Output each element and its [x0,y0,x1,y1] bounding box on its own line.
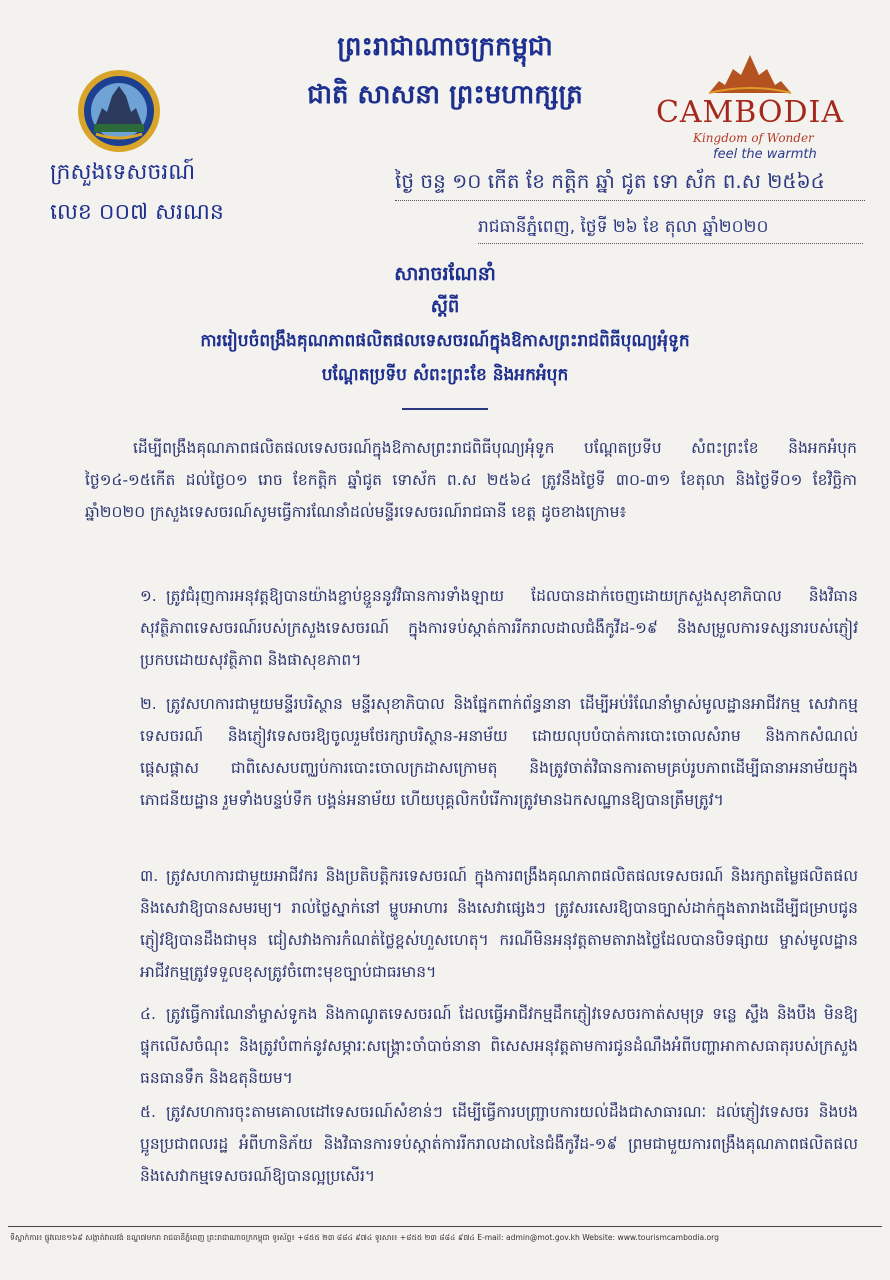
subject-label: ស្ដីពី [430,296,460,317]
reference-number: លេខ ០០៧ សរណន [50,200,224,225]
list-item-number: ៤. [140,1005,156,1023]
list-item [140,1096,858,1192]
ministry-name: ក្រសួងទេសចរណ៍ [50,160,196,185]
list-item-text: ត្រូវធ្វើការណែនាំម្ចាស់ទូកង និងកាណូតទេសចរណ៍ ដែលធ្វើអាជីវកម្មដឹកភ្ញៀវទេសចរកាត់សមុទ្រ ទន្លេ ស្ទឹង និងបឹង មិនឱ្យផ្ទុកលើសចំណុះ និងត្រូវបំពាក់នូវសម្ភារៈសង្គ្រោះចាំបាច់នានា ពិសេសអនុវត្តតាមការជូនដំណឹងអំពីបញ្ហាអាកាសធាតុរបស់ក្រសួងធនធានទឹក និងឧតុនិយម។ [140,1005,858,1087]
list-item-number: ៥. [140,1103,156,1121]
list-item-text: ត្រូវជំរុញការអនុវត្តឱ្យបានយ៉ាងខ្ជាប់ខ្ជួននូវវិធានការទាំងឡាយ ដែលបានដាក់ចេញដោយក្រសួងសុខាភិបាល និងវិធានសុវត្ថិភាពទេសចរណ៍របស់ក្រសួងទេសចរណ៍ ក្នុងការទប់ស្កាត់ការរីករាលដាលជំងឺកូវីដ-១៩ និងសម្រួលការទស្សនារបស់ភ្ញៀវប្រកបដោយសុវត្ថិភាព និងផាសុខភាព។ [140,587,858,669]
cambodia-brand-logo [655,55,855,165]
kingdom-motto-line1: ព្រះរាជាណាចក្រកម្ពុជា [337,32,553,62]
list-item [140,998,858,1094]
cambodia-slogan: feel the warmth [713,147,817,162]
list-item-text: ត្រូវសហការជាមួយមន្ទីរបរិស្ថាន មន្ទីរសុខាភិបាល និងផ្នែកពាក់ព័ន្ធនានា ដើម្បីអប់រំណែនាំម្ចាស់មូលដ្ឋានអាជីវកម្ម សេវាកម្មទេសចរណ៍ និងភ្ញៀវទេសចរឱ្យចូលរួមថែរក្សាបរិស្ថាន-អនាម័យ ដោយលុបបំបាត់ការបោះចោលសំរាម និងកាកសំណល់ផ្ដេសផ្ដាស ជាពិសេសបញ្ឈប់ការបោះចោលក្រដាសក្រោមតុ និងត្រូវចាត់វិធានការតាមគ្រប់រូបភាពដើម្បីធានាអនាម័យក្នុងភោជនីយដ្ឋាន រួមទាំងបន្ទប់ទឹក បង្គន់អនាម័យ ហើយបុគ្គលិកបំរើការត្រូវមានឯកសណ្ឋានឱ្យបានត្រឹមត្រូវ។ [140,695,858,809]
subject-line2: បណ្ដែតប្រទីប សំពះព្រះខែ និងអកអំបុក [321,365,569,385]
intro-paragraph: ដើម្បីពង្រឹងគុណភាពផលិតផលទេសចរណ៍ក្នុងឱកាសព្រះរាជពិធីបុណ្យអុំទូក បណ្ដែតប្រទីប សំពះព្រះខែ និងអកអំបុក ថ្ងៃ១៤-១៥កើត ដល់ថ្ងៃ០១ រោច ខែកត្តិក ឆ្នាំជូត ទោស័ក ព.ស ២៥៦៤ ត្រូវនឹងថ្ងៃទី ៣០-៣១ ខែតុលា និងថ្ងៃទី០១ ខែវិច្ឆិកា ឆ្នាំ២០២០ ក្រសួងទេសចរណ៍សូមធ្វើការណែនាំដល់មន្ទីរទេសចរណ៍រាជធានី ខេត្ត ដូចខាងក្រោម៖ [85,439,857,521]
cambodia-tagline: Kingdom of Wonder [693,131,814,145]
list-item-text: ត្រូវសហការចុះតាមគោលដៅទេសចរណ៍សំខាន់ៗ ដើម្បីធ្វើការបញ្ជ្រាបការយល់ដឹងជាសាធារណៈ ដល់ភ្ញៀវទេសចរ និងបងប្អូនប្រជាពលរដ្ឋ អំពីហានិភ័យ និងវិធានការទប់ស្កាត់ការរីករាលដាលនៃជំងឺកូវីដ-១៩ ព្រមជាមួយការពង្រឹងគុណភាពផលិតផល និងសេវាកម្មទេសចរណ៍ឱ្យបានល្អប្រសើរ។ [140,1103,858,1185]
title-divider [402,408,488,410]
solar-date: រាជធានីភ្នំពេញ, ថ្ងៃទី ២៦ ខែ តុលា ឆ្នាំ២០២០ [478,216,863,244]
lunar-date: ថ្ងៃ ចន្ទ ១០ កើត ខែ កត្តិក ឆ្នាំ ជូត ទោ ស័ក ព.ស ២៥៦៤ [395,168,865,201]
document-type-title: សារាចរណែនាំ [394,263,496,285]
list-item-text: ត្រូវសហការជាមួយអាជីវករ និងប្រតិបត្តិករទេសចរណ៍ ក្នុងការពង្រឹងគុណភាពផលិតផលទេសចរណ៍ និងរក្សាតម្លៃផលិតផល និងសេវាឱ្យបានសមរម្យ។ រាល់ថ្លៃស្នាក់នៅ ម្ហូបអាហារ និងសេវាផ្សេងៗ ត្រូវសរសេរឱ្យបានច្បាស់ដាក់ក្នុងតារាងដើម្បីជម្រាបជូនភ្ញៀវឱ្យបានដឹងជាមុន ជៀសវាងការកំណត់ថ្លៃខ្ពស់ហួសហេតុ។ ករណីមិនអនុវត្តតាមតារាងថ្លៃដែលបានបិទផ្សាយ ម្ចាស់មូលដ្ឋានអាជីវកម្មត្រូវទទួលខុសត្រូវចំពោះមុខច្បាប់ជាធរមាន។ [140,867,858,981]
footer-contact-info: ទីស្នាក់ការ៖ ផ្លូវលេខ១៦៩ សង្កាត់វាលវង់ ខណ្ឌ៧មករា រាជធានីភ្នំពេញ ព្រះរាជាណាចក្រកម្ពុជា ទូរស័ព្ទ៖ +៨៥៥ ២៣ ៨៨៤ ៩៧៤ ទូរសារ៖ +៨៥៥ ២៣ ៨៨៤ ៩៧៤ E-mail: admin@mot.gov.kh Website: www.tourismcambodia.org [10,1233,719,1242]
footer-divider [8,1226,882,1227]
list-item [140,580,858,676]
list-item [140,688,858,816]
cambodia-wordmark: CAMBODIA [655,95,845,130]
list-item-number: ២. [140,695,157,713]
list-item-number: ៣. [140,867,159,885]
list-item-number: ១. [140,587,157,605]
kingdom-motto-line2: ជាតិ សាសនា ព្រះមហាក្សត្រ [307,80,583,110]
angkor-temple-icon [705,55,795,95]
subject-line1: ការរៀបចំពង្រឹងគុណភាពផលិតផលទេសចរណ៍ក្នុងឱកាសព្រះរាជពិធីបុណ្យអុំទូក [200,331,690,351]
list-item [140,860,858,988]
ministry-of-tourism-logo-icon [76,68,162,154]
